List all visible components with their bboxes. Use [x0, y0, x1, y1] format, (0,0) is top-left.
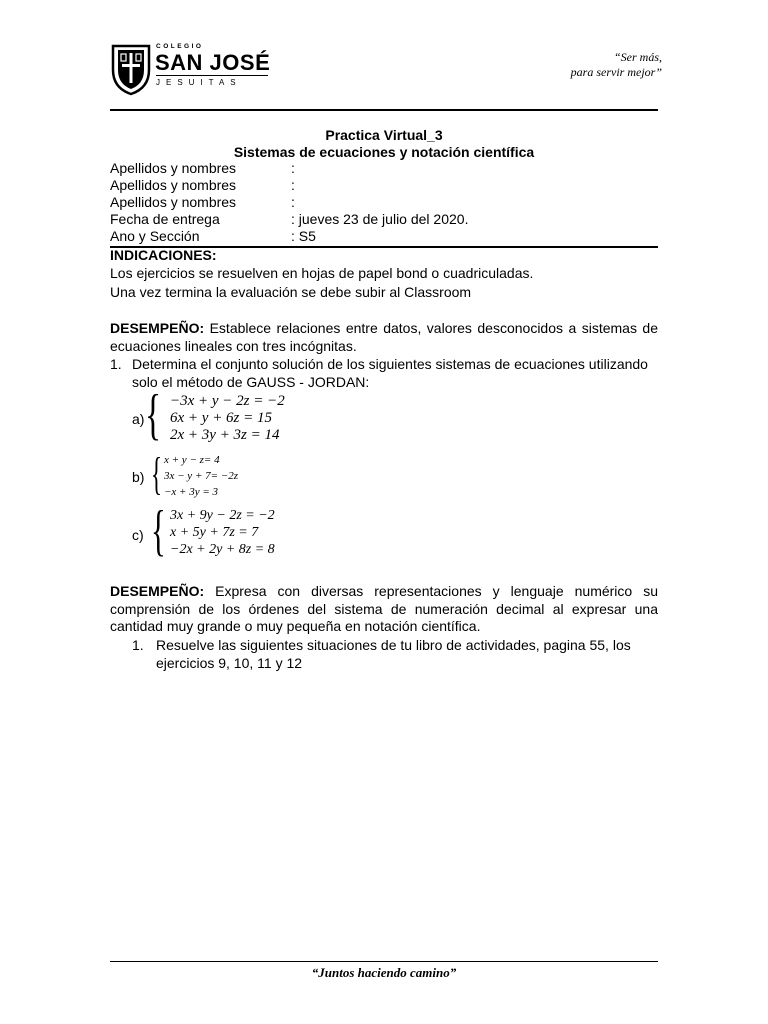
- field-label-name-2: Apellidos y nombres: [110, 177, 237, 193]
- exercise-2-number: 1.: [132, 637, 144, 653]
- school-logo: [110, 40, 270, 96]
- page-subtitle: Sistemas de ecuaciones y notación científica: [233, 144, 535, 160]
- exercise-1-number: 1.: [110, 356, 122, 372]
- field-value-date: : jueves 23 de julio del 2020.: [291, 211, 469, 227]
- motto-line-2: para servir mejor”: [570, 65, 662, 79]
- system-b-eq-1: x + y − z= 4: [164, 454, 220, 466]
- system-a-eq-3: 2x + 3y + 3z = 14: [170, 427, 280, 443]
- system-b-brace: {: [151, 448, 163, 499]
- system-a-brace: {: [145, 384, 162, 446]
- motto: [571, 50, 662, 80]
- field-label-date: Fecha de entrega: [110, 211, 220, 227]
- system-c-eq-3: −2x + 2y + 8z = 8: [170, 542, 275, 557]
- logo-sub-text: JESUITAS: [156, 78, 242, 87]
- system-b-equations: [164, 452, 238, 500]
- system-c-eq-2: x + 5y + 7z = 7: [170, 525, 259, 540]
- field-value-section: : S5: [291, 228, 316, 244]
- field-label-name-3: Apellidos y nombres: [110, 194, 237, 210]
- field-label-section: Ano y Sección: [110, 228, 200, 244]
- competency-2-text: Expresa con diversas representaciones y lenguaje numérico su comprensión de los órdenes del sistema de numeración decimal al expresar una cantidad muy grande o muy pequeña en notación científica.: [110, 583, 658, 634]
- instructions-line-1: Los ejercicios se resuelven en hojas de papel bond o cuadriculadas.: [110, 265, 534, 281]
- system-c-brace: {: [151, 500, 166, 562]
- field-value-name-2: :: [291, 177, 295, 193]
- system-c-equations: [170, 507, 275, 558]
- system-a-label: a): [132, 411, 145, 427]
- competency-2: [110, 583, 658, 636]
- footer-divider: [110, 961, 658, 962]
- motto-line-1: “Ser más,: [613, 50, 662, 64]
- page-title: Practica Virtual_3: [325, 127, 443, 143]
- header-divider: [110, 109, 658, 111]
- footer-slogan: “Juntos haciendo camino”: [311, 965, 457, 980]
- system-a-eq-2: 6x + y + 6z = 15: [170, 410, 273, 426]
- competency-1: [110, 320, 658, 355]
- competency-1-text: Establece relaciones entre datos, valores desconocidos a sistemas de ecuaciones lineales con tres incógnitas.: [110, 320, 658, 354]
- shield-icon: [110, 40, 152, 96]
- system-a-equations: [170, 393, 285, 444]
- field-value-name-3: :: [291, 194, 295, 210]
- system-b-label: b): [132, 469, 145, 485]
- system-c-label: c): [132, 527, 144, 543]
- logo-name: SAN JOSÉ: [155, 50, 271, 75]
- instructions-line-2: Una vez termina la evaluación se debe subir al Classroom: [110, 284, 472, 300]
- competency-2-label: DESEMPEÑO:: [110, 583, 205, 599]
- competency-1-label: DESEMPEÑO:: [110, 320, 205, 336]
- system-b-eq-2: 3x − y + 7= −2z: [164, 470, 238, 482]
- exercise-2-text: Resuelve las siguientes situaciones de tu libro de actividades, pagina 55, los ejercicios 9, 10, 11 y 12: [156, 637, 631, 671]
- logo-top-text: COLEGIO: [156, 43, 204, 50]
- logo-divider: [156, 75, 268, 76]
- exercise-1-text: Determina el conjunto solución de los siguientes sistemas de ecuaciones utilizando solo el método de GAUSS - JORDAN:: [132, 356, 648, 390]
- instructions-heading: INDICACIONES:: [110, 247, 217, 263]
- system-c-eq-1: 3x + 9y − 2z = −2: [170, 508, 275, 523]
- field-label-name-1: Apellidos y nombres: [110, 160, 237, 176]
- system-a-eq-1: −3x + y − 2z = −2: [170, 393, 285, 409]
- field-value-name-1: :: [291, 160, 295, 176]
- system-b-eq-3: −x + 3y = 3: [164, 486, 219, 498]
